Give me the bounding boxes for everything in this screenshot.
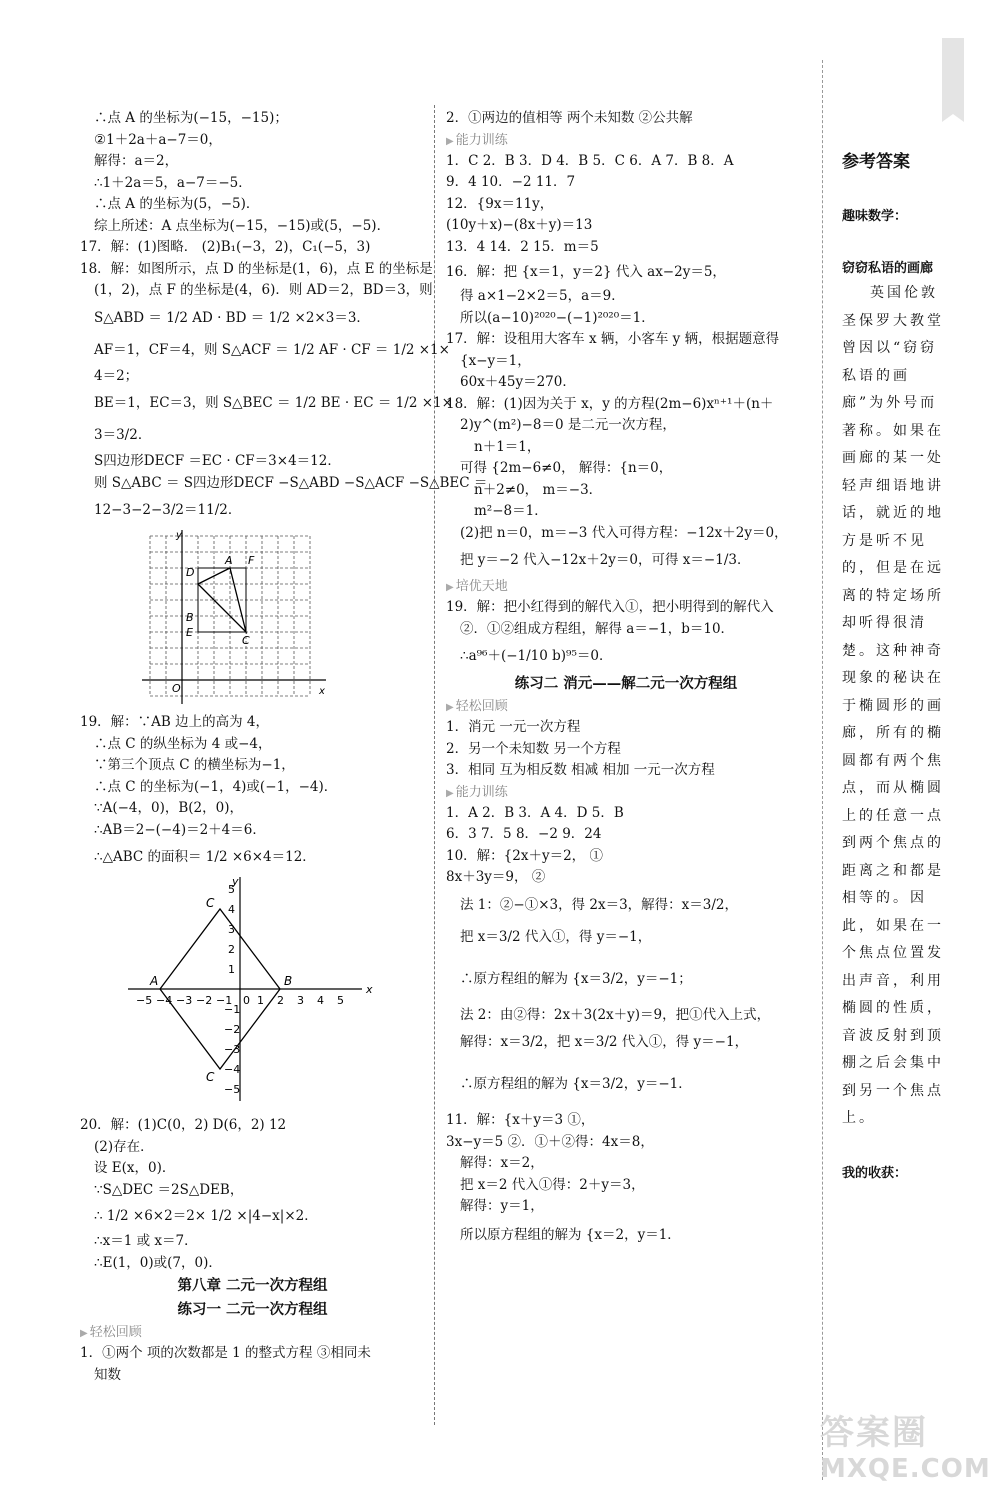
point-label-d: D — [186, 566, 195, 579]
text-line: 12−3−2−3/2＝11/2． — [94, 502, 242, 518]
triangle-icon: ▶ — [446, 787, 454, 799]
x-tick-label: 1 — [257, 994, 264, 1007]
text-line: ∴ 1/2 ×6×2＝2× 1/2 ×|4−x|×2． — [94, 1208, 318, 1224]
text-line: ②．①②组成方程组，解得 a＝−1，b＝10． — [460, 620, 735, 637]
text-line: AF＝1，CF＝4，则 S△ACF ＝ 1/2 AF · CF ＝ 1/2 ×1× — [94, 341, 450, 358]
axis-label-x: x — [319, 686, 325, 697]
text-line: (1，2)，点 F 的坐标是(4，6)．则 AD＝2，BD＝3，则 — [94, 282, 433, 298]
text-line: 设 E(x，0)． — [94, 1160, 176, 1176]
story-text: 英国伦敦圣保罗大教堂曾因以“窃窃私语的画廊”为外号而著称。如果在画廊的某一处轻声细语地讲话，就近的地方是听不见的，但是在远离的特定场所却听得很清楚。这种神奇现象的秘诀在于椭圆形的画廊，所有的椭圆都有两个焦点，而从椭圆上的任意一点到两个焦点的距离之和都是相等的。因此，如果在一个焦点位置发出声音，利用椭圆的性质，音波反射到顶棚之后会集中到另一个焦点上。 — [842, 285, 944, 1126]
text-line: 可得 {2m−6≠0， 解得：{n＝0， — [460, 460, 673, 476]
y-tick-label: −1 — [224, 1003, 241, 1016]
section-header-ability — [446, 782, 806, 803]
point-label-c: C — [242, 634, 250, 647]
fill-answers: 13．4 14．2 15．m＝5 — [446, 238, 599, 255]
text-line: ∴x＝1 或 x＝7． — [94, 1233, 198, 1249]
text-line: ∴1＋2a＝5，a−7＝−5． — [94, 174, 252, 191]
margin-divider — [822, 60, 823, 1480]
text-line: ∴△ABC 的面积＝ 1/2 ×6×4＝12． — [94, 849, 316, 865]
text-line: (2)把 n＝0，m＝−3 代入可得方程：−12x＋2y＝0， — [460, 524, 788, 541]
x-tick-label: −4 — [156, 994, 173, 1007]
review-answer: 1．消元 一元一次方程 — [446, 719, 581, 735]
y-tick-label: 1 — [228, 963, 235, 976]
text-line: 3＝3/2． — [94, 427, 152, 443]
answer-17: 17．解：设租用大客车 x 辆，小客车 y 辆，根据题意得 — [446, 331, 780, 347]
section-label: 能力训练 — [455, 784, 508, 800]
answer-19: 19．解：把小红得到的解代入①，把小明得到的解代入 — [446, 599, 774, 615]
y-tick-label: 5 — [228, 883, 235, 896]
story-title: 窃窃私语的画廊 — [842, 261, 934, 276]
y-tick-label: −5 — [224, 1083, 241, 1096]
text-line: 8x＋3y＝9， ② — [446, 869, 546, 885]
text-line: ∴原方程组的解为 {x＝3/2，y＝−1． — [460, 1076, 692, 1092]
text-line: 解得：x＝2， — [460, 1155, 544, 1171]
text-line: ∴E(1，0)或(7，0)． — [94, 1254, 222, 1271]
column-divider — [434, 105, 435, 1425]
answer-18: 18．解：如图所示，点 D 的坐标是(1，6)，点 E 的坐标是 — [80, 260, 433, 277]
answer-12: 12．{9x＝11y， — [446, 195, 554, 212]
text-line: S△ABD ＝ 1/2 AD · BD ＝ 1/2 ×2×3＝3． — [94, 309, 370, 326]
axis-label-y: y — [176, 530, 182, 541]
watermark — [820, 1405, 991, 1484]
text-line: 解得：x＝3/2，把 x＝3/2 代入①，得 y＝−1， — [460, 1034, 749, 1050]
x-tick-label: −3 — [176, 994, 193, 1007]
fun-math-heading: 趣味数学： — [842, 209, 908, 224]
section-header-ability — [446, 130, 806, 151]
section-label: 轻松回顾 — [455, 699, 508, 714]
text-line: ∵第三个顶点 C 的横坐标为−1， — [94, 757, 295, 773]
text-line: ∴点 A 的坐标为(−15，−15)； — [94, 110, 288, 126]
text-line: 把 x＝2 代入①得：2＋y＝3， — [460, 1176, 645, 1193]
text-line: 所以原方程组的解为 {x＝2，y＝1． — [460, 1226, 681, 1243]
sidebar-notes — [842, 108, 960, 1185]
axis-label-x: x — [366, 983, 373, 996]
y-tick-label: 3 — [228, 923, 235, 936]
point-label-b: B — [284, 974, 293, 988]
text-line: ∴AB＝2−(−4)＝2＋4＝6． — [94, 821, 266, 838]
point-label-c-bottom: C — [206, 1070, 215, 1084]
text-line: 4＝2； — [94, 367, 139, 384]
text-line: 法 1：②−①×3，得 2x＝3，解得：x＝3/2， — [460, 896, 739, 913]
section-header-review — [446, 696, 806, 717]
text-line: ∵A(−4，0)，B(2，0)， — [94, 800, 243, 816]
text-line: ∴点 A 的坐标为(5，−5)． — [94, 196, 260, 212]
choice-answers: 1．C 2．B 3．D 4．B 5．C 6．A 7．B 8．A — [446, 152, 734, 169]
triangle-icon: ▶ — [80, 1328, 88, 1339]
point-label-a: A — [225, 554, 233, 567]
text-line: S四边形DECF ＝EC · CF＝3×4＝12． — [94, 453, 341, 469]
text-line: 得 a×1−2×2＝5，a＝9． — [460, 288, 625, 304]
watermark-text: 答案圈 — [820, 1413, 928, 1453]
x-tick-label: −1 — [216, 994, 233, 1007]
answer-20: 20．解：(1)C(0，2) D(6，2) 12 — [80, 1117, 287, 1133]
triangle-icon: ▶ — [446, 582, 454, 593]
harvest-heading: 我的收获： — [842, 1165, 908, 1181]
y-tick-label: −2 — [224, 1023, 241, 1036]
x-tick-label: 0 — [243, 994, 250, 1007]
text-line: ②1＋2a＋a−7＝0， — [94, 131, 222, 148]
review-answer: 3．相同 互为相反数 相减 相加 一元一次方程 — [446, 762, 715, 778]
point-label-b: B — [186, 611, 194, 624]
text-line: m²−8＝1． — [474, 503, 548, 519]
grid-group — [142, 530, 326, 704]
text-line: 60x＋45y＝270． — [460, 374, 576, 390]
grid-figure — [80, 526, 425, 708]
rhombus-figure — [80, 873, 425, 1111]
page-corner-tab — [942, 38, 964, 114]
point-label-e: E — [186, 626, 193, 639]
text-line: ∴原方程组的解为 {x＝3/2，y＝−1； — [460, 970, 692, 987]
answer-19: 19．解：∵AB 边上的高为 4， — [80, 714, 270, 730]
x-tick-label: 5 — [337, 994, 344, 1007]
text-line: 解得：y＝1， — [460, 1198, 544, 1214]
y-tick-label: −3 — [224, 1043, 241, 1056]
choice-answers: 1．A 2．B 3．A 4．D 5．B — [446, 804, 624, 821]
x-tick-label: 2 — [277, 994, 284, 1007]
section-header-review — [80, 1322, 425, 1343]
section-header-excel — [446, 576, 806, 597]
text-line: ∵S△DEC ＝2S△DEB， — [94, 1181, 244, 1198]
text-line: ∴a⁹⁶＋(−1/10 b)⁹⁵＝0． — [460, 648, 613, 664]
point-label-a: A — [150, 974, 159, 988]
text-line: ∴点 C 的纵坐标为 4 或−4， — [94, 735, 272, 752]
point-label-c-top: C — [206, 896, 215, 910]
text-line: ∴点 C 的坐标为(−1，4)或(−1，−4)． — [94, 778, 338, 795]
x-tick-label: −5 — [136, 994, 153, 1007]
x-tick-label: 3 — [297, 994, 304, 1007]
text-line: 3x−y＝5 ②．①＋②得：4x＝8， — [446, 1133, 654, 1150]
fill-answers: 9．4 10．−2 11．7 — [446, 174, 576, 190]
text-line: BE＝1，EC＝3，则 S△BEC ＝ 1/2 BE · EC ＝ 1/2 ×1× — [94, 395, 453, 411]
y-tick-label: 2 — [228, 943, 235, 956]
answer-10: 10．解：{2x＋y＝2， ① — [446, 847, 603, 864]
point-label-f: F — [248, 554, 255, 567]
answer-16: 16．解：把 {x＝1，y＝2} 代入 ax−2y＝5， — [446, 264, 726, 280]
triangle-icon: ▶ — [446, 702, 454, 713]
text-line: 把 x＝3/2 代入①，得 y＝−1， — [460, 928, 652, 945]
text-line: 2)y^(m²)−8＝0 是二元一次方程， — [460, 417, 676, 433]
section-label: 培优天地 — [455, 579, 508, 594]
x-tick-label: 4 — [317, 994, 324, 1007]
text-line: n＋2≠0， m＝−3． — [474, 481, 603, 498]
answer-17: 17．解：(1)图略． (2)B₁(−3，2)，C₁(−5，3) — [80, 239, 371, 255]
text-line: 解得：a＝2， — [94, 153, 179, 169]
triangle-icon: ▶ — [446, 135, 454, 147]
text-line: 综上所述：A 点坐标为(−15，−15)或(5，−5)． — [94, 217, 391, 234]
text-line: (2)存在． — [94, 1138, 154, 1155]
lesson-title: 练习二 消元——解二元一次方程组 — [514, 675, 738, 692]
fill-answers: 6．3 7．5 8．−2 9．24 — [446, 826, 602, 842]
section-label: 能力训练 — [455, 132, 508, 148]
text-line: 把 y＝−2 代入−12x＋2y＝0，可得 x＝−1/3． — [460, 552, 751, 568]
y-tick-label: −4 — [224, 1063, 241, 1076]
chapter-title: 第八章 二元一次方程组 — [177, 1277, 328, 1294]
text-line: 所以(a−10)²⁰²⁰−(−1)²⁰²⁰＝1． — [460, 309, 655, 326]
lesson-title: 练习一 二元一次方程组 — [177, 1301, 328, 1318]
rhombus-group — [128, 875, 373, 1101]
watermark-url: MXQE.COM — [820, 1454, 991, 1484]
text-line: 知数 — [94, 1366, 121, 1383]
answer-2: 2．①两边的值相等 两个未知数 ②公共解 — [446, 110, 693, 126]
answer-11: 11．解：{x＋y＝3 ①， — [446, 1112, 595, 1128]
x-tick-label: −2 — [196, 994, 213, 1007]
review-answer: 2．另一个未知数 另一个方程 — [446, 740, 621, 757]
answer-1: 1．①两个 项的次数都是 1 的整式方程 ③相同未 — [80, 1345, 371, 1361]
text-line: {x−y＝1， — [460, 352, 531, 369]
answer-column-middle — [446, 108, 806, 1252]
origin-label: O — [172, 682, 181, 695]
axis-label-y: y — [232, 875, 239, 888]
sidebar-title: 参考答案 — [842, 152, 910, 172]
text-line: 则 S△ABC ＝ S四边形DECF −S△ABD −S△ACF −S△BEC ＝ — [94, 474, 488, 491]
section-label: 轻松回顾 — [89, 1325, 142, 1340]
text-line: n＋1＝1， — [474, 438, 541, 455]
text-line: (10y＋x)−(8x＋y)＝13 — [446, 217, 593, 233]
answer-18: 18．解：(1)因为关于 x，y 的方程(2m−6)xⁿ⁺¹＋(n＋ — [446, 395, 774, 412]
text-line: 法 2：由②得：2x＋3(2x＋y)＝9，把①代入上式， — [460, 1006, 771, 1023]
y-tick-label: 4 — [228, 903, 235, 916]
